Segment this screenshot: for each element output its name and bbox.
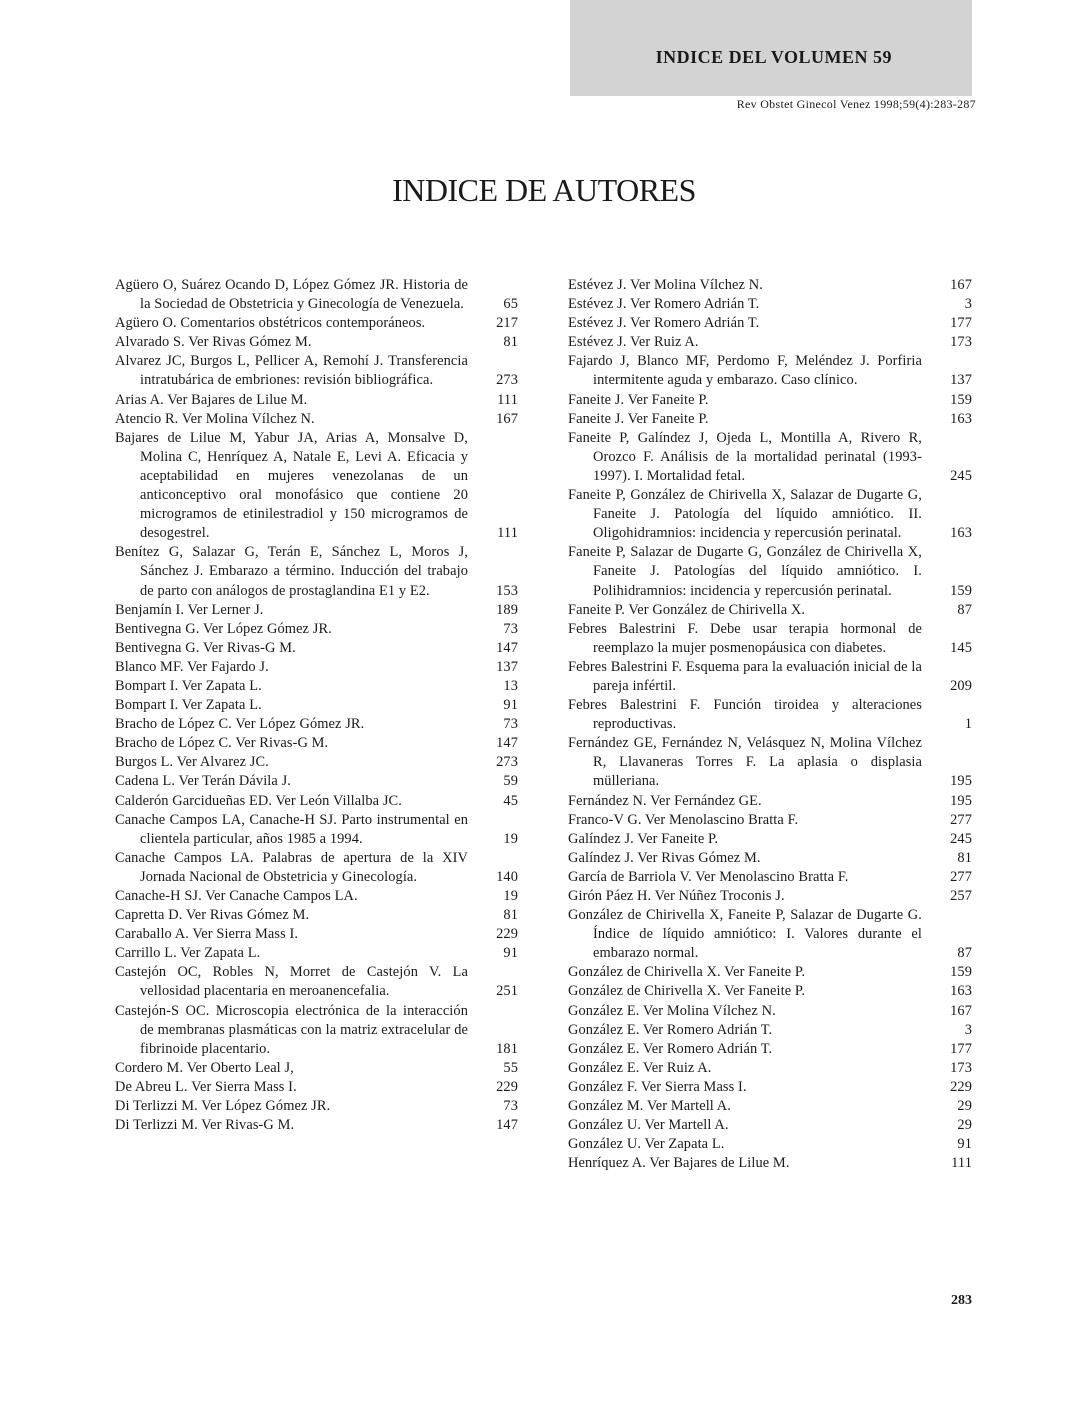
- index-entry: [568, 849, 972, 868]
- index-entry: [115, 333, 518, 352]
- index-entry: [115, 811, 518, 849]
- entry-page-number: 195: [950, 773, 972, 790]
- entry-text: Agüero O. Comentarios obstétricos contemporáneos.: [115, 315, 426, 332]
- index-entry: [568, 1135, 972, 1154]
- entry-page-number: 19: [503, 830, 518, 847]
- entry-page-number: 81: [503, 334, 518, 351]
- entry-page-number: 159: [950, 391, 972, 408]
- entry-page-number: 147: [496, 735, 518, 752]
- index-entry: [115, 677, 518, 696]
- entry-text: Estévez J. Ver Romero Adrián T.: [568, 296, 760, 313]
- entry-page-number: 147: [496, 1117, 518, 1134]
- entry-page-number: 29: [957, 1117, 972, 1134]
- entry-page-number: 1: [964, 716, 972, 733]
- index-entry: [115, 543, 518, 600]
- index-entry: [115, 658, 518, 677]
- entry-text: Di Terlizzi M. Ver López Gómez JR.: [115, 1098, 331, 1115]
- entry-page-number: 167: [950, 277, 972, 293]
- index-entry: [115, 753, 518, 772]
- entry-page-number: 163: [950, 525, 972, 542]
- entry-text: Canache Campos LA, Canache-H SJ. Parto instrumental en clientela particular, años 1985 a 1994.: [115, 811, 468, 847]
- entry-page-number: 13: [503, 677, 518, 694]
- page-title: INDICE DE AUTORES: [392, 172, 696, 208]
- entry-page-number: 91: [957, 1136, 972, 1153]
- entry-text: González de Chirivella X. Ver Faneite P.: [568, 964, 806, 981]
- index-entry: [568, 906, 972, 963]
- entry-text: Benítez G, Salazar G, Terán E, Sánchez L, Moros J, Sánchez J. Embarazo a término. Inducción del trabajo de parto con análogos de prostaglandina E1 y E2.: [115, 544, 468, 599]
- index-entry: [568, 792, 972, 811]
- index-entry: [115, 696, 518, 715]
- index-entry: [115, 429, 518, 544]
- entry-page-number: 73: [503, 620, 518, 637]
- entry-page-number: 137: [950, 372, 972, 389]
- entry-text: Estévez J. Ver Romero Adrián T.: [568, 315, 760, 332]
- entry-text: Febres Balestrini F. Esquema para la evaluación inicial de la pareja infértil.: [568, 658, 922, 694]
- entry-text: Henríquez A. Ver Bajares de Lilue M.: [568, 1155, 790, 1172]
- index-entry: [568, 1021, 972, 1040]
- entry-text: Faneite J. Ver Faneite P.: [568, 391, 709, 408]
- index-entry: [568, 1002, 972, 1021]
- entry-text: Fernández GE, Fernández N, Velásquez N, Molina Vílchez R, Llavaneras Torres F. La aplasia o displasia mülleriana.: [568, 735, 922, 790]
- index-entry: [568, 333, 972, 352]
- entry-page-number: 163: [950, 983, 972, 1000]
- entry-text: Castejón-S OC. Microscopia electrónica de la interacción de membranas plasmáticas con la matriz extracelular de fibrinoide placentario.: [115, 1002, 468, 1057]
- entry-text: Febres Balestrini F. Función tiroidea y alteraciones reproductivas.: [568, 697, 922, 733]
- entry-text: Bompart I. Ver Zapata L.: [115, 677, 262, 694]
- index-entry: [115, 314, 518, 333]
- index-entry: [568, 352, 972, 390]
- entry-text: Fajardo J, Blanco MF, Perdomo F, Meléndez J. Porfiria intermitente aguda y embarazo. Caso clínico.: [568, 353, 922, 389]
- entry-text: Atencio R. Ver Molina Vílchez N.: [115, 410, 315, 427]
- entry-page-number: 177: [950, 315, 972, 332]
- index-entry: [115, 963, 518, 1001]
- entry-page-number: 163: [950, 410, 972, 427]
- entry-page-number: 91: [503, 697, 518, 714]
- entry-page-number: 167: [950, 1002, 972, 1019]
- index-entry: [115, 906, 518, 925]
- entry-page-number: 277: [950, 811, 972, 828]
- entry-page-number: 19: [503, 888, 518, 904]
- entry-text: Faneite J. Ver Faneite P.: [568, 410, 709, 427]
- entry-text: Burgos L. Ver Alvarez JC.: [115, 754, 269, 771]
- entry-text: González M. Ver Martell A.: [568, 1098, 731, 1115]
- entry-text: Galíndez J. Ver Rivas Gómez M.: [568, 849, 761, 866]
- entry-text: Calderón Garcidueñas ED. Ver León Villalba JC.: [115, 792, 402, 809]
- entry-text: Blanco MF. Ver Fajardo J.: [115, 658, 269, 675]
- entry-page-number: 159: [950, 964, 972, 981]
- index-entry: [568, 963, 972, 982]
- entry-text: Benjamín I. Ver Lerner J.: [115, 601, 264, 618]
- index-entry: [115, 734, 518, 753]
- entry-text: González E. Ver Molina Vílchez N.: [568, 1002, 776, 1019]
- entry-text: Arias A. Ver Bajares de Lilue M.: [115, 391, 308, 408]
- entry-page-number: 245: [950, 830, 972, 847]
- entry-page-number: 229: [496, 1078, 518, 1095]
- entry-text: Faneite P, Salazar de Dugarte G, González de Chirivella X, Faneite J. Patologías del líquido amniótico. I. Polihidramnios: incidencia y repercusión perinatal.: [568, 544, 922, 599]
- index-entry: [115, 391, 518, 410]
- entry-page-number: 81: [957, 849, 972, 866]
- entry-text: González E. Ver Romero Adrián T.: [568, 1021, 773, 1038]
- entry-page-number: 273: [496, 754, 518, 771]
- index-entry: [115, 849, 518, 887]
- index-entry: [568, 1154, 972, 1173]
- index-entry: [115, 601, 518, 620]
- entry-text: Franco-V G. Ver Menolascino Bratta F.: [568, 811, 799, 828]
- index-entry: [115, 1116, 518, 1135]
- entry-text: Cordero M. Ver Oberto Leal J,: [115, 1059, 294, 1076]
- index-entry: [568, 1097, 972, 1116]
- entry-text: García de Barriola V. Ver Menolascino Bratta F.: [568, 868, 849, 885]
- entry-text: Agüero O, Suárez Ocando D, López Gómez JR. Historia de la Sociedad de Obstetricia y Ginecología de Venezuela.: [115, 277, 468, 313]
- index-entry: [115, 792, 518, 811]
- entry-page-number: 29: [957, 1098, 972, 1115]
- entry-page-number: 173: [950, 1059, 972, 1076]
- entry-page-number: 73: [503, 1098, 518, 1115]
- page-number: 283: [951, 1293, 972, 1308]
- entry-page-number: 217: [496, 315, 518, 332]
- entry-text: Estévez J. Ver Molina Vílchez N.: [568, 277, 763, 293]
- entry-text: Galíndez J. Ver Faneite P.: [568, 830, 719, 847]
- entry-text: González E. Ver Romero Adrián T.: [568, 1040, 773, 1057]
- entry-text: Faneite P, González de Chirivella X, Salazar de Dugarte G, Faneite J. Patología del líquido amniótico. II. Oligohidramnios: incidencia y repercusión perinatal.: [568, 487, 922, 542]
- entry-text: Alvarado S. Ver Rivas Gómez M.: [115, 334, 312, 351]
- index-entry: [568, 391, 972, 410]
- entry-text: Capretta D. Ver Rivas Gómez M.: [115, 907, 310, 924]
- entry-text: Castejón OC, Robles N, Morret de Castejón V. La vellosidad placentaria en meroanencefalia.: [115, 964, 468, 1000]
- author-index-left-column: [115, 276, 518, 1135]
- entry-page-number: 251: [496, 983, 518, 1000]
- entry-text: Estévez J. Ver Ruiz A.: [568, 334, 699, 351]
- index-entry: [568, 887, 972, 906]
- entry-page-number: 145: [950, 639, 972, 656]
- index-entry: [115, 715, 518, 734]
- entry-page-number: 137: [496, 658, 518, 675]
- entry-page-number: 159: [950, 582, 972, 599]
- entry-page-number: 167: [496, 410, 518, 427]
- index-entry: [115, 410, 518, 429]
- entry-text: Faneite P. Ver González de Chirivella X.: [568, 601, 806, 618]
- entry-page-number: 245: [950, 467, 972, 484]
- entry-text: De Abreu L. Ver Sierra Mass I.: [115, 1078, 297, 1095]
- index-entry: [568, 276, 972, 295]
- entry-text: González E. Ver Ruiz A.: [568, 1059, 712, 1076]
- index-entry: [568, 982, 972, 1001]
- entry-page-number: 111: [951, 1155, 972, 1172]
- entry-page-number: 181: [496, 1040, 518, 1057]
- entry-page-number: 87: [957, 945, 972, 962]
- entry-page-number: 3: [964, 296, 972, 313]
- author-index-right-column: [568, 276, 972, 1173]
- index-entry: [568, 1116, 972, 1135]
- entry-text: Bracho de López C. Ver López Gómez JR.: [115, 716, 365, 733]
- index-entry: [568, 868, 972, 887]
- index-entry: [115, 639, 518, 658]
- entry-page-number: 87: [957, 601, 972, 618]
- entry-text: Caraballo A. Ver Sierra Mass I.: [115, 926, 299, 943]
- index-entry: [568, 830, 972, 849]
- index-entry: [568, 1059, 972, 1078]
- index-entry: [115, 1002, 518, 1059]
- entry-page-number: 153: [496, 582, 518, 599]
- index-entry: [568, 543, 972, 600]
- entry-page-number: 65: [503, 296, 518, 313]
- index-entry: [568, 811, 972, 830]
- index-entry: [568, 658, 972, 696]
- index-entry: [568, 1040, 972, 1059]
- entry-page-number: 91: [503, 945, 518, 962]
- index-entry: [568, 601, 972, 620]
- entry-page-number: 257: [950, 888, 972, 904]
- entry-text: Di Terlizzi M. Ver Rivas-G M.: [115, 1117, 295, 1134]
- index-entry: [568, 734, 972, 791]
- index-entry: [115, 276, 518, 314]
- entry-page-number: 81: [503, 907, 518, 924]
- entry-text: Bentivegna G. Ver López Gómez JR.: [115, 620, 332, 637]
- index-entry: [115, 352, 518, 390]
- index-entry: [115, 887, 518, 906]
- entry-page-number: 195: [950, 792, 972, 809]
- index-entry: [568, 486, 972, 543]
- entry-page-number: 189: [496, 601, 518, 618]
- entry-page-number: 273: [496, 372, 518, 389]
- entry-text: Bajares de Lilue M, Yabur JA, Arias A, Monsalve D, Molina C, Henríquez A, Natale E, Levi A. Eficacia y aceptabilidad en mujeres venezolanas de un anticonceptivo oral monofásico que contiene 20 microgramos de etinilestradiol y 150 microgramos de desogestrel.: [115, 429, 468, 542]
- entry-page-number: 45: [503, 792, 518, 809]
- index-entry: [115, 925, 518, 944]
- entry-text: Bracho de López C. Ver Rivas-G M.: [115, 735, 329, 752]
- entry-page-number: 111: [497, 391, 518, 408]
- index-entry: [115, 944, 518, 963]
- index-entry: [568, 410, 972, 429]
- entry-text: Canache Campos LA. Palabras de apertura de la XIV Jornada Nacional de Obstetricia y Ginecología.: [115, 849, 468, 885]
- entry-text: Bentivegna G. Ver Rivas-G M.: [115, 639, 296, 656]
- header-box: [570, 0, 972, 96]
- index-entry: [115, 1078, 518, 1097]
- entry-page-number: 59: [503, 773, 518, 790]
- index-entry: [568, 620, 972, 658]
- entry-text: Febres Balestrini F. Debe usar terapia hormonal de reemplazo la mujer posmenopáusica con diabetes.: [568, 620, 922, 656]
- entry-text: Carrillo L. Ver Zapata L.: [115, 945, 261, 962]
- entry-text: González de Chirivella X. Ver Faneite P.: [568, 983, 806, 1000]
- volume-index-heading: INDICE DEL VOLUMEN 59: [655, 47, 892, 67]
- entry-page-number: 209: [950, 677, 972, 694]
- index-entry: [115, 772, 518, 791]
- entry-text: González U. Ver Zapata L.: [568, 1136, 725, 1153]
- entry-text: Fernández N. Ver Fernández GE.: [568, 792, 762, 809]
- entry-page-number: 140: [496, 868, 518, 885]
- entry-text: Alvarez JC, Burgos L, Pellicer A, Remohí J. Transferencia intratubárica de embriones: revisión bibliográfica.: [115, 353, 468, 389]
- index-entry: [115, 620, 518, 639]
- entry-page-number: 73: [503, 716, 518, 733]
- journal-citation: Rev Obstet Ginecol Venez 1998;59(4):283-287: [736, 97, 976, 111]
- entry-text: González U. Ver Martell A.: [568, 1117, 729, 1134]
- entry-page-number: 111: [497, 525, 518, 542]
- entry-page-number: 277: [950, 868, 972, 885]
- entry-text: Bompart I. Ver Zapata L.: [115, 697, 262, 714]
- entry-text: Faneite P, Galíndez J, Ojeda L, Montilla A, Rivero R, Orozco F. Análisis de la mortalidad perinatal (1993-1997). I. Mortalidad fetal.: [568, 429, 922, 484]
- entry-text: González de Chirivella X, Faneite P, Salazar de Dugarte G. Índice de líquido amniótico: I. Valores durante el embarazo normal.: [568, 907, 922, 962]
- index-entry: [568, 314, 972, 333]
- entry-text: Canache-H SJ. Ver Canache Campos LA.: [115, 888, 358, 904]
- entry-text: Girón Páez H. Ver Núñez Troconis J.: [568, 888, 785, 904]
- entry-page-number: 229: [496, 926, 518, 943]
- entry-page-number: 55: [503, 1059, 518, 1076]
- entry-text: Cadena L. Ver Terán Dávila J.: [115, 773, 291, 790]
- entry-page-number: 147: [496, 639, 518, 656]
- entry-text: González F. Ver Sierra Mass I.: [568, 1078, 747, 1095]
- index-entry: [568, 295, 972, 314]
- index-entry: [568, 429, 972, 486]
- entry-page-number: 229: [950, 1078, 972, 1095]
- entry-page-number: 3: [964, 1021, 972, 1038]
- entry-page-number: 173: [950, 334, 972, 351]
- index-entry: [568, 1078, 972, 1097]
- index-entry: [115, 1097, 518, 1116]
- entry-page-number: 177: [950, 1040, 972, 1057]
- index-entry: [115, 1059, 518, 1078]
- index-entry: [568, 696, 972, 734]
